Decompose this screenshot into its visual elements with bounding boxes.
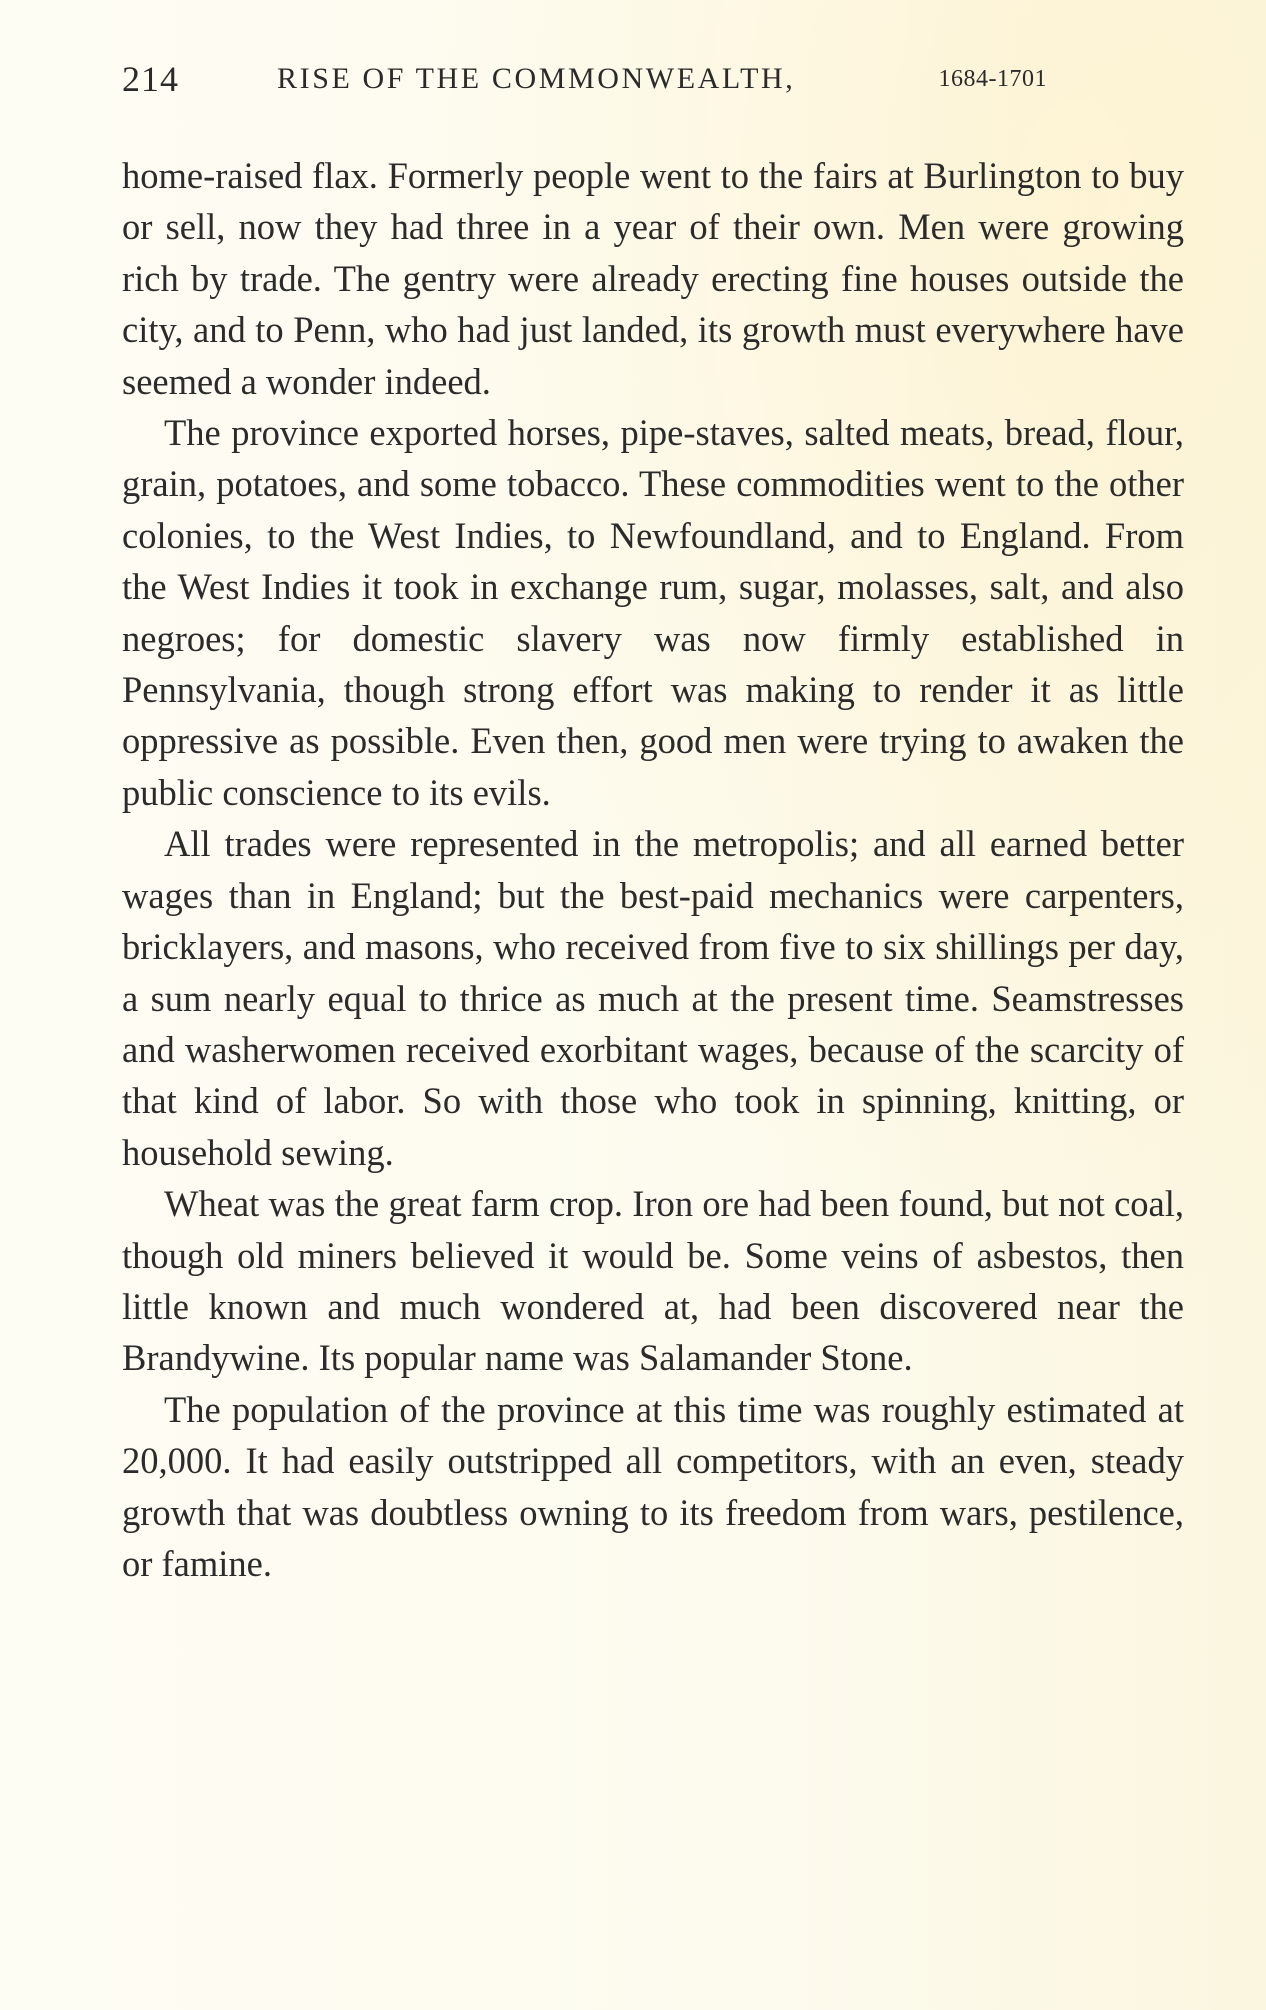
paragraph-exports: The province exported horses, pipe-staves, salted meats, bread, flour, grain, potatoes, and some tobacco. These commodities went to the other colonies, to the West Indies, to Newfoundland, and to England. From the West Indies it took in exchange rum, sugar, molasses, salt, and also negroes; for domestic slavery was now firmly established in Pennsylvania, though strong effort was making to render it as little oppressive as possible. Even then, good men were trying to awaken the public conscience to its evils. — [122, 412, 1184, 813]
running-header — [122, 58, 1047, 108]
paragraph-wheat: Wheat was the great farm crop. Iron ore had been found, but not coal, though old miners believed it would be. Some veins of asbestos, then little known and much wondered at, had been discovered near the Brandywine. Its popular name was Salamander Stone. — [122, 1183, 1184, 1379]
paragraph-trades: All trades were represented in the metropolis; and all earned better wages than in England; but the best-paid mechanics were carpenters, bricklayers, and masons, who received from five to six shillings per day, a sum nearly equal to thrice as much at the present time. Seamstresses and washerwomen received exorbitant wages, because of the scarcity of that kind of labor. So with those who took in spinning, knitting, or household sewing. — [122, 823, 1184, 1173]
paragraph-continued: home-raised flax. Formerly people went to the fairs at Burlington to buy or sell, now they had three in a year of their own. Men were growing rich by trade. The gentry were already erecting fine houses outside the city, and to Penn, who had just landed, its growth must everywhere have seemed a wonder indeed. — [122, 155, 1184, 402]
running-years: 1684-1701 — [938, 66, 1047, 92]
running-title: RISE OF THE COMMONWEALTH, — [277, 62, 796, 95]
page-number: 214 — [122, 59, 179, 99]
body-text — [122, 150, 1184, 1589]
paragraph-population: The population of the province at this time was roughly estimated at 20,000. It had easily outstripped all competitors, with an even, steady growth that was doubtless owning to its freedom from wars, pestilence, or famine. — [122, 1388, 1184, 1584]
